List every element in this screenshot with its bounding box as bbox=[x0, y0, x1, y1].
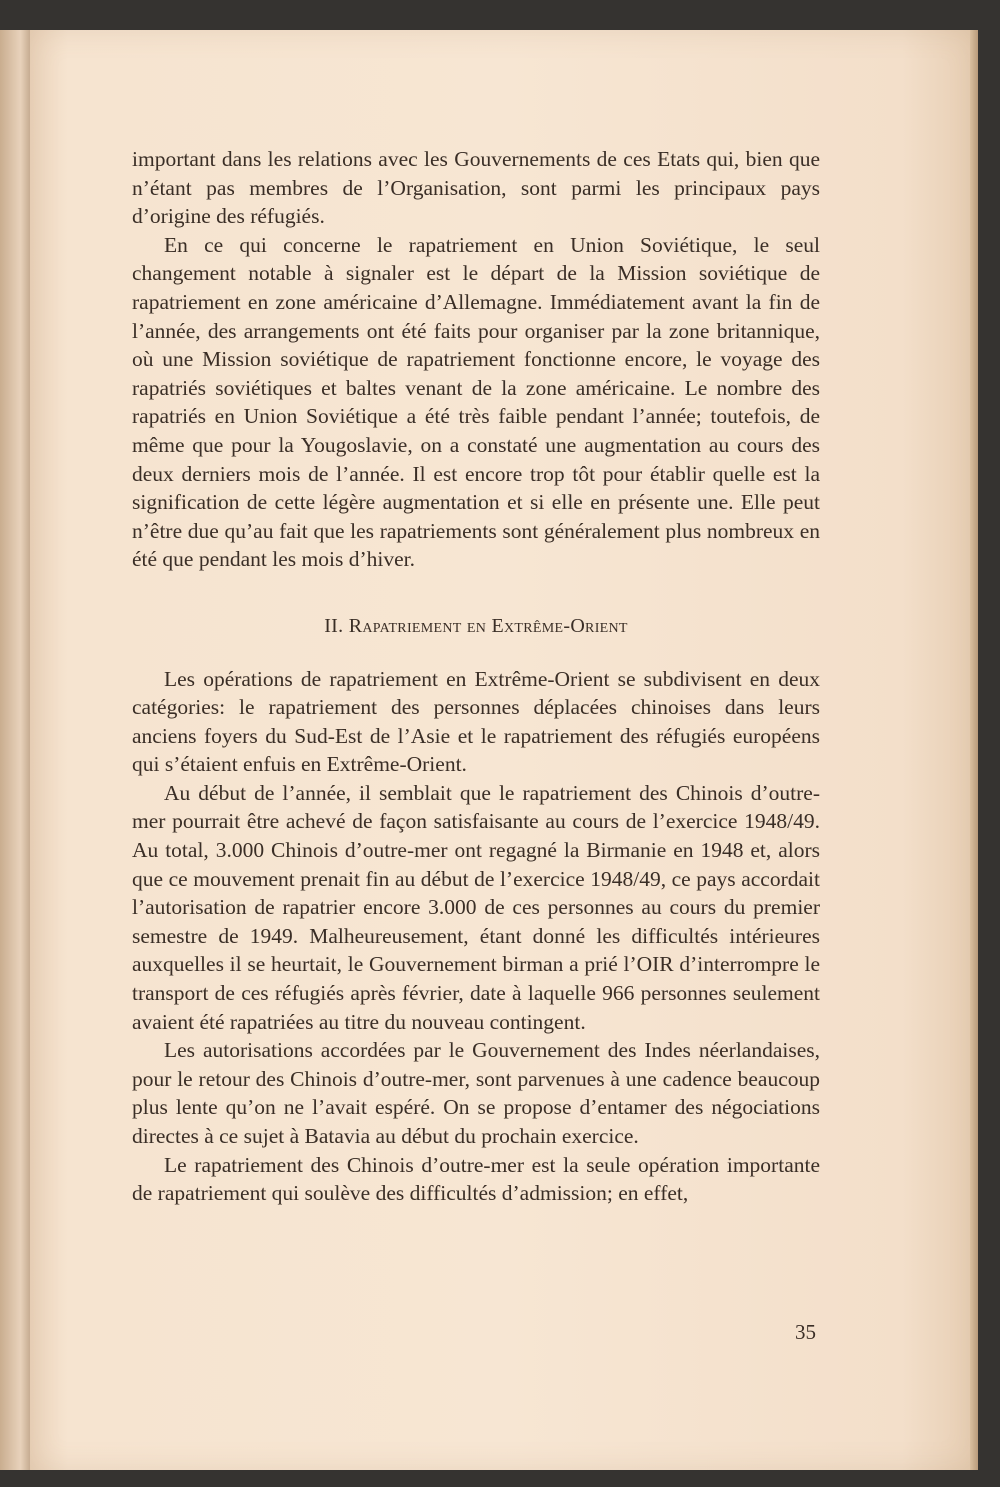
paragraph: important dans les relations avec les Gouvernements de ces Etats qui, bien que n’étant pas membres de l’Organisation, sont parmi les principaux pays d’origine des réfugiés. bbox=[132, 147, 820, 229]
paragraph: Les autorisations accordées par le Gouvernement des Indes néerlandaises, pour le retour des Chinois d’outre-mer, sont parvenues à une cadence beaucoup plus lente qu’on ne l’avait espéré. On se propose d’entamer des négociations directes à ce sujet à Batavia au début du prochain exercice. bbox=[132, 1038, 820, 1148]
page-number: 35 bbox=[795, 1320, 816, 1344]
paragraph: Les opérations de rapatriement en Extrême-Orient se subdivisent en deux catégories: le rapatriement des personnes déplacées chinoises dans leurs anciens foyers du Sud-Est de l’Asie et le rapatriement des réfugiés européens qui s’étaient enfuis en Extrême-Orient. bbox=[132, 666, 820, 777]
paragraph: Le rapatriement des Chinois d’outre-mer est la seule opération importante de rapatriement qui soulève des difficultés d’admission; en effet, bbox=[132, 1152, 820, 1206]
paragraph: En ce qui concerne le rapatriement en Union Soviétique, le seul changement notable à signaler est le départ de la Mission soviétique de rapatriement en zone américaine d’Allemagne. Immédiatement avant la fin de l’année, des arrangements ont été faits pour organiser par la zone britannique, où une Mission soviétique de rapatriement fonctionne encore, le voyage des rapatriés soviétiques et baltes venant de la zone américaine. Le nombre des rapatriés en Union Soviétique a été très faible pendant l’année; toutefois, de même que pour la Yougoslavie, on a constaté une augmentation au cours des deux derniers mois de l’année. Il est encore trop tôt pour établir quelle est la signification de cette légère augmentation et si elle en présente une. Elle peut n’être due qu’au fait que les rapatriements sont généralement plus nombreux en été que pendant les mois d’hiver. bbox=[132, 232, 820, 572]
section-title: Rapatriement en Extrême-Orient bbox=[348, 614, 628, 637]
page-stack-edge bbox=[970, 30, 978, 1470]
section-heading bbox=[132, 612, 820, 641]
body-text bbox=[132, 145, 820, 1208]
section-number: II. bbox=[324, 614, 344, 637]
paragraph: Au début de l’année, il semblait que le rapatriement des Chinois d’outre-mer pourrait être achevé de façon satisfaisante au cours de l’exercice 1948/49. Au total, 3.000 Chinois d’outre-mer ont regagné la Birmanie en 1948 et, alors que ce mouvement prenait fin au début de l’exercice 1948/49, ce pays accordait l’autorisation de rapatrier encore 3.000 de ces personnes au cours du premier semestre de 1949. Malheureusement, étant donné les difficultés intérieures auxquelles il se heurtait, le Gouvernement birman a prié l’OIR d’interrompre le transport de ces réfugiés après février, date à laquelle 966 personnes seulement avaient été rapatriées au titre du nouveau contingent. bbox=[132, 780, 820, 1034]
facing-page-edge bbox=[0, 30, 34, 1470]
